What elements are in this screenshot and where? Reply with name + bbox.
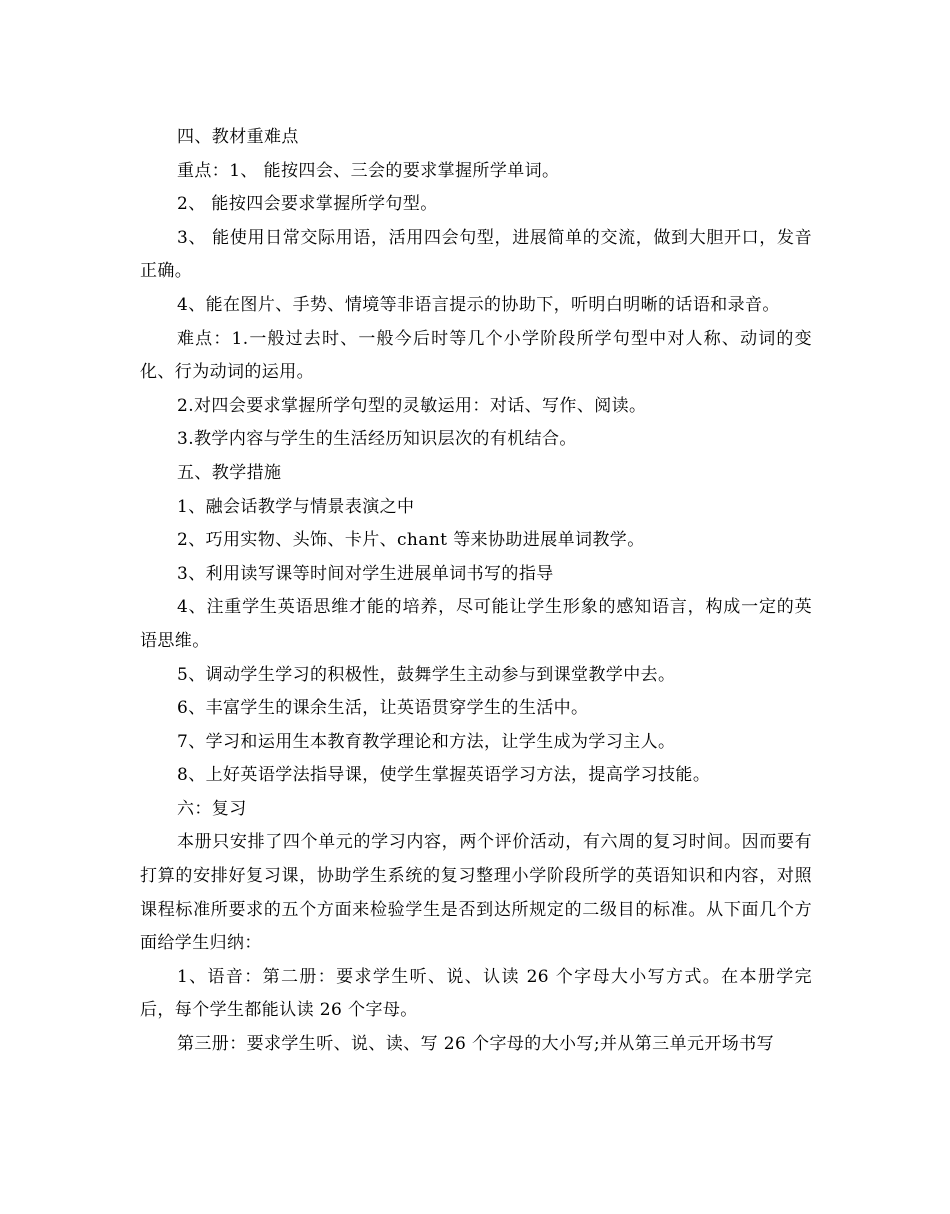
measure-4: 4、注重学生英语思维才能的培养，尽可能让学生形象的感知语言，构成一定的英语思维。 xyxy=(140,597,812,651)
document-body xyxy=(140,121,812,1062)
difficult-point-2: 2.对四会要求掌握所学句型的灵敏运用：对话、写作、阅读。 xyxy=(177,395,647,416)
review-intro-paragraph: 本册只安排了四个单元的学习内容，两个评价活动，有六周的复习时间。因而要有打算的安排好复习课，协助学生系统的复习整理小学阶段所学的英语知识和内容，对照课程标准所要求的五个方面来检验学生是否到达所规定的二级目的标准。从下面几个方面给学生归纳： xyxy=(140,832,812,954)
key-point-1: 重点：1、 能按四会、三会的要求掌握所学单词。 xyxy=(177,160,560,181)
section-heading-4: 四、教材重难点 xyxy=(177,127,299,147)
difficult-point-1: 难点：1.一般过去时、一般今后时等几个小学阶段所学句型中对人称、动词的变化、行为动词的运用。 xyxy=(140,328,812,383)
measure-7: 7、学习和运用生本教育教学理论和方法，让学生成为学习主人。 xyxy=(177,731,676,752)
key-point-3: 3、 能使用日常交际用语，活用四会句型，进展简单的交流，做到大胆开口，发音正确。 xyxy=(140,227,812,282)
measure-3: 3、利用读写课等时间对学生进展单词书写的指导 xyxy=(177,563,554,584)
key-point-2: 2、 能按四会要求掌握所学句型。 xyxy=(177,194,438,215)
difficult-point-3: 3.教学内容与学生的生活经历知识层次的有机结合。 xyxy=(177,429,577,450)
review-item-1: 1、语音：第二册：要求学生听、说、认读 26 个字母大小写方式。在本册学完后，每个学生都能认读 26 个字母。 xyxy=(140,966,812,1021)
key-point-4: 4、能在图片、手势、情境等非语言提示的协助下，听明白明晰的话语和录音。 xyxy=(177,294,780,315)
measure-5: 5、调动学生学习的积极性，鼓舞学生主动参与到课堂教学中去。 xyxy=(177,664,676,685)
measure-1: 1、融会话教学与情景表演之中 xyxy=(177,496,415,517)
section-heading-5: 五、教学措施 xyxy=(177,462,282,483)
measure-8: 8、上好英语学法指导课，使学生掌握英语学习方法，提高学习技能。 xyxy=(177,765,711,786)
section-heading-6: 六：复习 xyxy=(177,798,247,819)
measure-6: 6、丰富学生的课余生活，让英语贯穿学生的生活中。 xyxy=(177,698,589,719)
measure-2: 2、巧用实物、头饰、卡片、chant 等来协助进展单词教学。 xyxy=(177,530,645,551)
review-item-book-3: 第三册：要求学生听、说、读、写 26 个字母的大小写;并从第三单元开场书写 xyxy=(177,1034,774,1055)
